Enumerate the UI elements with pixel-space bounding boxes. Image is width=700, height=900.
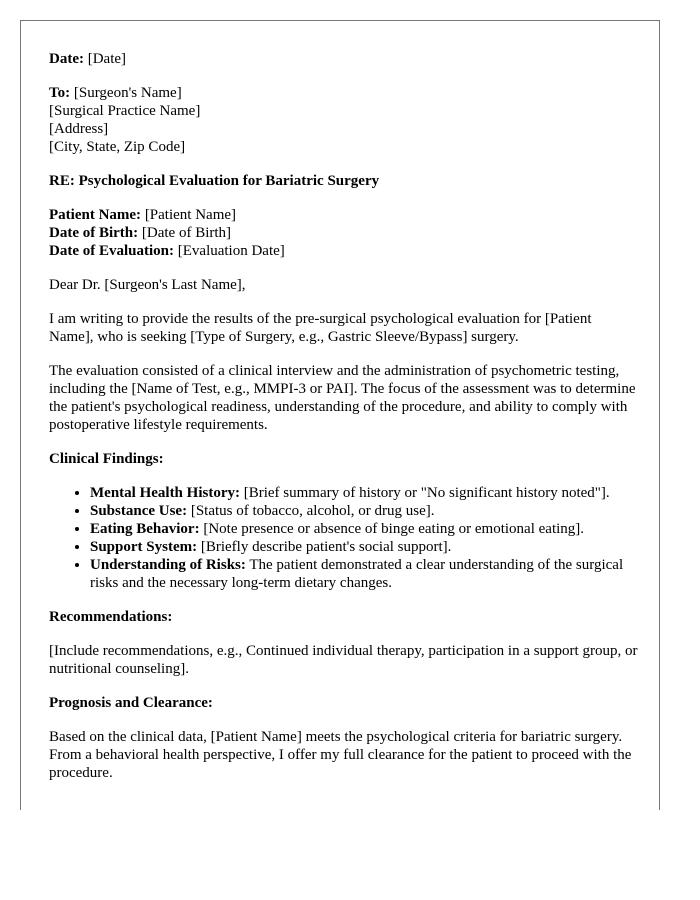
recipient-name: [Surgeon's Name] — [73, 85, 182, 101]
dob-line — [49, 224, 639, 242]
date-label: Date: — [49, 51, 84, 67]
patient-info-block — [49, 206, 639, 260]
eval-date-label: Date of Evaluation: — [49, 243, 174, 259]
recipient-practice: [Surgical Practice Name] — [49, 103, 201, 119]
finding-label: Substance Use: — [90, 503, 188, 519]
finding-text: The patient demonstrated a clear understanding of the surgical risks and the necessary long-term dietary changes. — [90, 557, 624, 591]
finding-item-substance-use — [90, 502, 639, 520]
findings-list — [49, 484, 639, 592]
evaluation-paragraph: The evaluation consisted of a clinical interview and the administration of psychometric testing, including the [Name of Test, e.g., MMPI-3 or PAI]. The focus of the assessment was to determine the patient's psychological readiness, understanding of the procedure, and ability to comply with postoperative lifestyle requirements. — [49, 363, 636, 433]
finding-text: [Briefly describe patient's social support]. — [200, 539, 452, 555]
finding-text: [Status of tobacco, alcohol, or drug use]. — [190, 503, 435, 519]
recipient-name-line — [49, 84, 639, 102]
subject-line: RE: Psychological Evaluation for Bariatric Surgery — [49, 173, 380, 189]
finding-label: Understanding of Risks: — [90, 557, 246, 573]
patient-name-value: [Patient Name] — [144, 207, 237, 223]
recipient-address: [Address] — [49, 121, 109, 137]
finding-item-understanding-risks — [90, 556, 639, 592]
prognosis-text: Based on the clinical data, [Patient Name] meets the psychological criteria for bariatric surgery. From a behavioral health perspective, I offer my full clearance for the patient to proceed with the procedure. — [49, 729, 632, 781]
salutation: Dear Dr. [Surgeon's Last Name], — [49, 277, 246, 293]
finding-label: Mental Health History: — [90, 485, 240, 501]
patient-name-line — [49, 206, 639, 224]
dob-label: Date of Birth: — [49, 225, 139, 241]
finding-text: [Note presence or absence of binge eating or emotional eating]. — [203, 521, 585, 537]
patient-name-label: Patient Name: — [49, 207, 142, 223]
finding-text: [Brief summary of history or "No significant history noted"]. — [243, 485, 610, 501]
date-line — [49, 50, 639, 68]
finding-item-support-system — [90, 538, 639, 556]
to-label: To: — [49, 85, 71, 101]
finding-item-mental-health — [90, 484, 639, 502]
eval-date-value: [Evaluation Date] — [177, 243, 285, 259]
dob-value: [Date of Birth] — [141, 225, 232, 241]
eval-date-line — [49, 242, 639, 260]
findings-heading: Clinical Findings: — [49, 451, 164, 467]
finding-label: Eating Behavior: — [90, 521, 200, 537]
recommendations-text: [Include recommendations, e.g., Continued individual therapy, participation in a support group, or nutritional counseling]. — [49, 643, 638, 677]
finding-label: Support System: — [90, 539, 198, 555]
finding-item-eating-behavior — [90, 520, 639, 538]
intro-paragraph: I am writing to provide the results of the pre-surgical psychological evaluation for [Patient Name], who is seeking [Type of Surgery, e.g., Gastric Sleeve/Bypass] surgery. — [49, 311, 592, 345]
letter-page — [20, 20, 660, 810]
prognosis-heading: Prognosis and Clearance: — [49, 695, 213, 711]
recipient-block — [49, 84, 639, 156]
recommendations-heading: Recommendations: — [49, 609, 173, 625]
recipient-city: [City, State, Zip Code] — [49, 139, 186, 155]
date-value: [Date] — [87, 51, 127, 67]
letter-body — [49, 50, 639, 798]
